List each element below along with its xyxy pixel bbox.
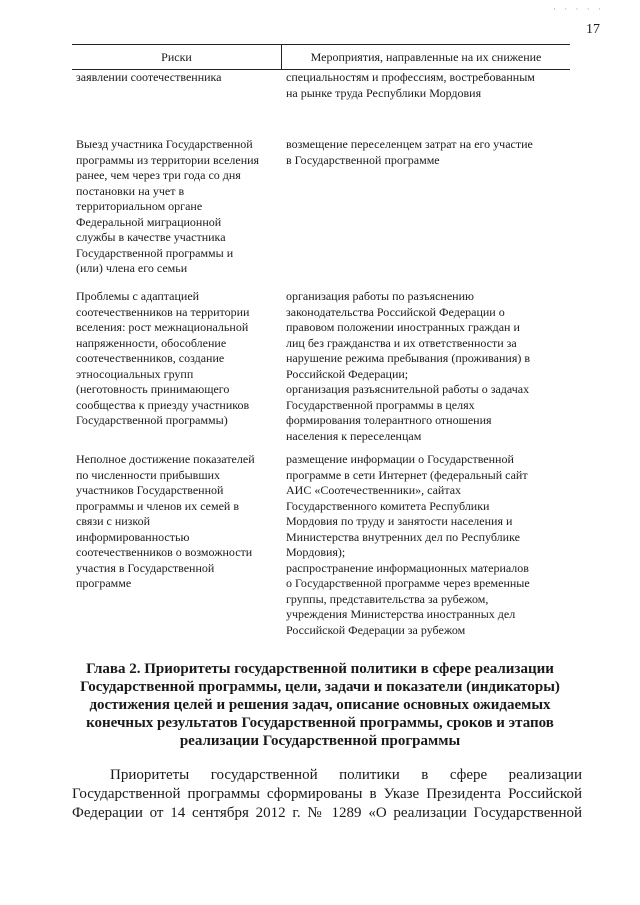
risk-cell: заявлении соотечественника <box>76 70 222 84</box>
chapter-heading-line: достижения целей и решения задач, описание основных ожидаемых <box>89 697 551 713</box>
table-header-row <box>72 44 570 70</box>
body-line: Государственной программы сформированы в Указе Президента Российской <box>72 786 582 802</box>
risk-cell: Выезд участника Государственной программы из территории вселения ранее, чем через три года со дня постановки на учет в территориальном органе Федеральной миграционной службы в качестве участника Государственной программы и (или) члена его семьи <box>76 137 260 275</box>
table-row <box>72 137 570 289</box>
table-row <box>72 70 570 137</box>
scan-artifact: · · · · · <box>553 4 604 14</box>
chapter-heading-line: Государственной программы, цели, задачи и показатели (индикаторы) <box>80 679 560 695</box>
table-row <box>72 289 570 452</box>
body-line: Приоритеты государственной политики в сфере реализации <box>110 767 582 783</box>
page-number: 17 <box>586 22 600 37</box>
measure-cell: размещение информации о Государственной программе в сети Интернет (федеральный сайт АИС «Соотечественники», сайтах Государственного комитета Республики Мордовия по труду и занятости населения и Министерства внутренних дел по Республике Мордовия); распространение информационных материалов о Государственной программе через временные группы, представительства за рубежом, учреждения Министерства иностранных дел Российской Федерации за рубежом <box>286 452 530 637</box>
chapter-heading-line: Глава 2. Приоритеты государственной политики в сфере реализации <box>86 661 554 677</box>
measure-cell: возмещение переселенцем затрат на его участие в Государственной программе <box>286 137 533 167</box>
chapter-body-paragraph <box>72 766 582 823</box>
risk-cell: Неполное достижение показателей по численности прибывших участников Государственной программы и членов их семей в связи с низкой информированностью соотечественников о возможности участия в Государственной программе <box>76 452 255 590</box>
table-row <box>72 452 570 644</box>
measure-cell: специальностям и профессиям, востребованным на рынке труда Республики Мордовия <box>286 70 535 100</box>
column-header-measures: Мероприятия, направленные на их снижение <box>310 49 542 64</box>
body-line: Федерации от 14 сентября 2012 г. № 1289 «О реализации Государственной <box>72 805 582 821</box>
risks-table <box>72 44 570 644</box>
column-header-risks: Риски <box>72 45 282 69</box>
risk-cell: Проблемы с адаптацией соотечественников на территории вселения: рост межнациональной напряженности, обособление соотечественников, создание этносоциальных групп (неготовность принимающего сообщества к приезду участников Государственной программы) <box>76 289 250 427</box>
chapter-heading-line: реализации Государственной программы <box>179 733 461 749</box>
chapter-heading-line: конечных результатов Государственной программы, сроков и этапов <box>86 715 554 731</box>
chapter-heading <box>60 660 580 750</box>
measure-cell: организация работы по разъяснению законодательства Российской Федерации о правовом положении иностранных граждан и лиц без гражданства и их ответственности за нарушение режима пребывания (проживания) в Российской Федерации; организация разъяснительной работы о задачах Государственной программы в целях формирования толерантного отношения населения к переселенцам <box>286 289 531 443</box>
